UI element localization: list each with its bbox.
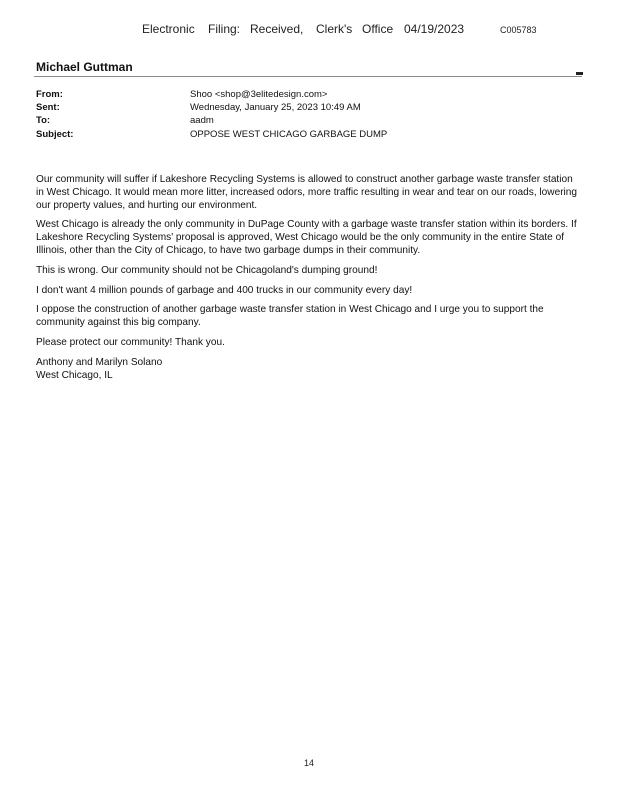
body-paragraph: Our community will suffer if Lakeshore Recycling Systems is allowed to construct another garbage waste transfer station in West Chicago. It would mean more litter, increased odors, more traffic resulting in wear and tear on our roads, lowering our property values, and hurting our environment. xyxy=(36,174,578,211)
stamp-word: Received, xyxy=(250,22,304,36)
header-divider xyxy=(34,76,582,77)
body-paragraph: This is wrong. Our community should not be Chicagoland's dumping ground! xyxy=(36,264,378,276)
header-row-sent xyxy=(36,101,576,114)
filing-stamp xyxy=(142,22,537,36)
header-label: Sent: xyxy=(36,102,60,114)
signature xyxy=(36,357,581,383)
header-value: OPPOSE WEST CHICAGO GARBAGE DUMP xyxy=(190,128,388,140)
sender-name: Michael Guttman xyxy=(36,60,133,74)
email-body xyxy=(36,174,581,382)
scan-mark xyxy=(576,72,583,75)
email-headers xyxy=(36,88,576,141)
stamp-date: 04/19/2023 xyxy=(404,22,465,36)
header-value: aadm xyxy=(190,115,214,127)
header-row-subject xyxy=(36,128,576,141)
header-label: Subject: xyxy=(36,128,74,140)
header-value: Shoo <shop@3elitedesign.com> xyxy=(190,89,328,100)
page-number: 14 xyxy=(303,758,314,768)
header-row-to xyxy=(36,114,576,127)
body-paragraph: I oppose the construction of another garbage waste transfer station in West Chicago and I urge you to support the community against this big company. xyxy=(36,304,544,329)
stamp-word: Electronic xyxy=(142,22,195,36)
stamp-word: Clerk's xyxy=(316,22,353,36)
body-paragraph: I don't want 4 million pounds of garbage and 400 trucks in our community every day! xyxy=(36,284,413,296)
header-row-from xyxy=(36,88,576,101)
header-label: From: xyxy=(36,89,63,100)
header-value: Wednesday, January 25, 2023 10:49 AM xyxy=(190,102,361,114)
body-paragraph: West Chicago is already the only community in DuPage County with a garbage waste transfer station within its borders. If Lakeshore Recycling Systems' proposal is approved, West Chicago would be the only community in the entire State of Illinois, other than the City of Chicago, to have two garbage dumps in their community. xyxy=(36,219,577,256)
body-paragraph: Please protect our community! Thank you. xyxy=(36,336,225,348)
stamp-word: Office xyxy=(362,22,394,36)
stamp-word: Filing: xyxy=(208,22,241,36)
stamp-code: C005783 xyxy=(500,25,537,35)
signature-name: Anthony and Marilyn Solano xyxy=(36,356,163,368)
header-label: To: xyxy=(36,115,51,127)
signature-location: West Chicago, IL xyxy=(36,369,113,381)
